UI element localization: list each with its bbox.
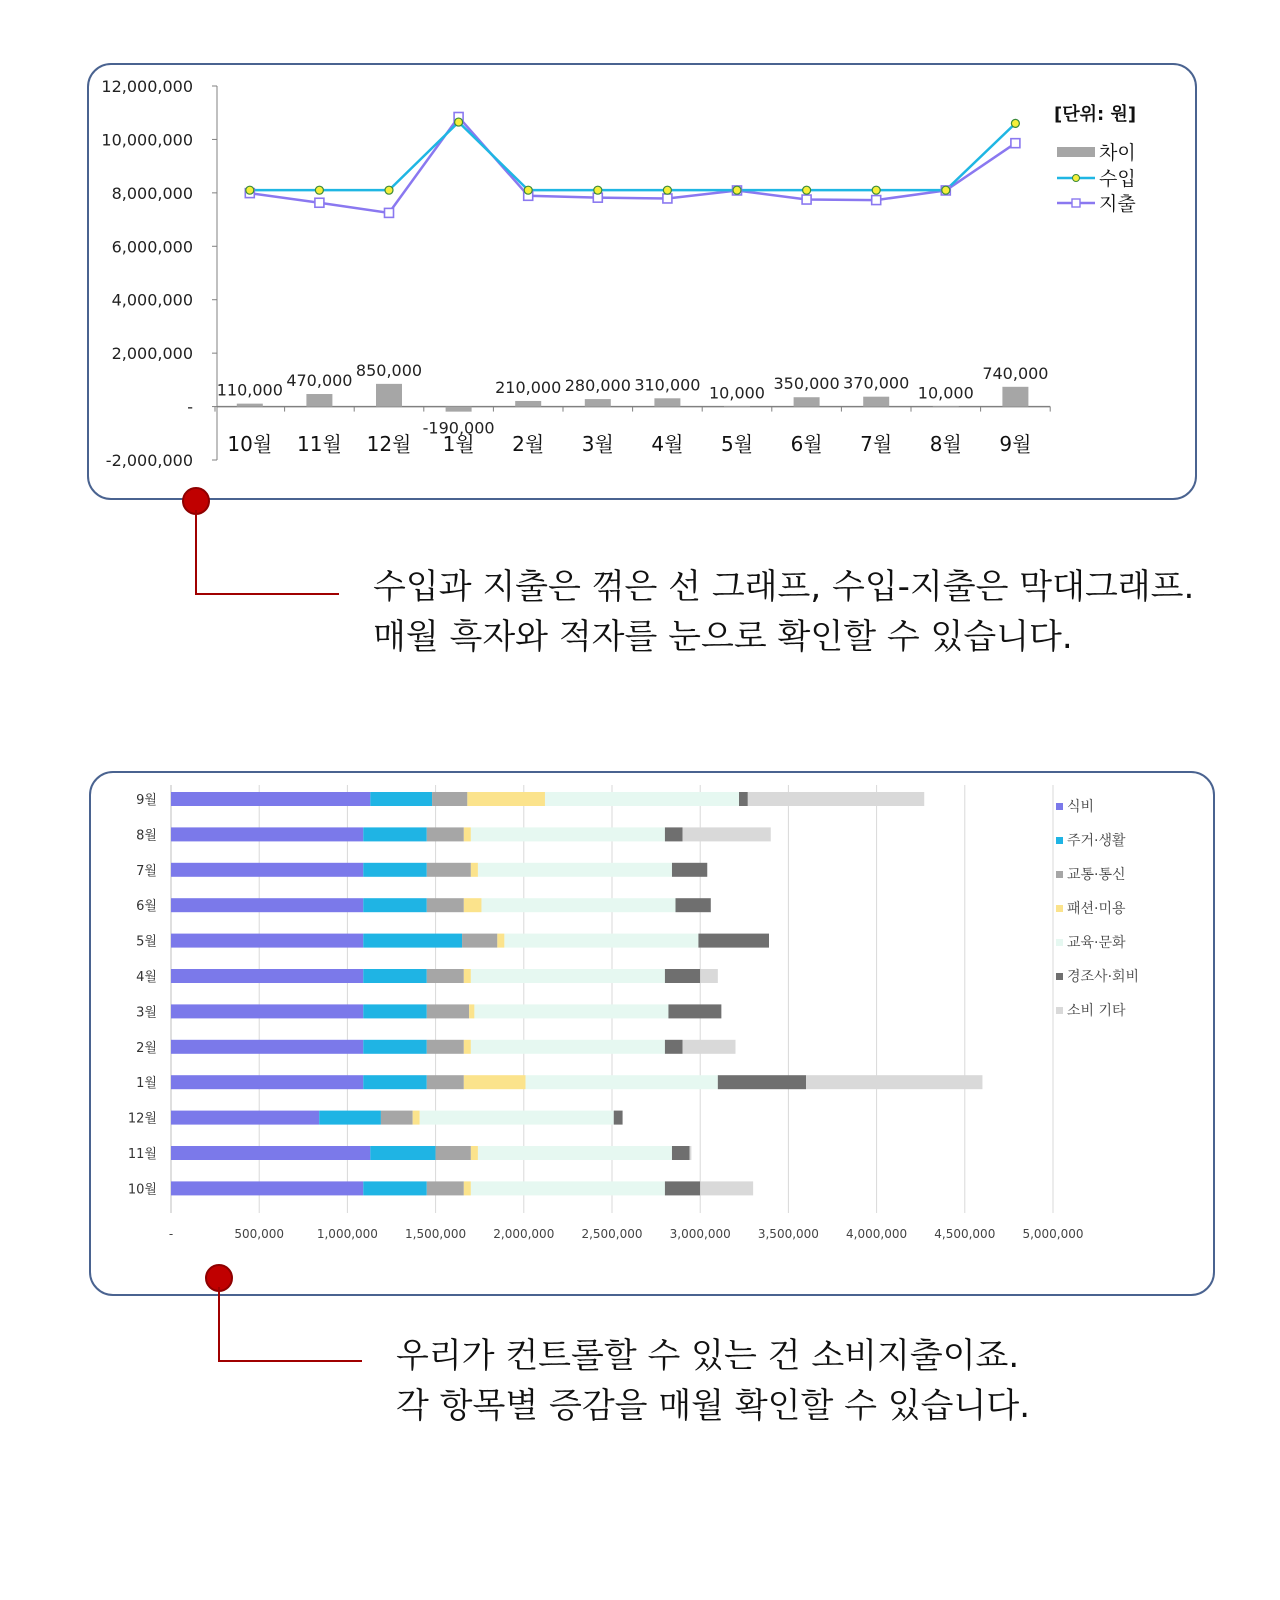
stacked-bar-segment: [478, 863, 672, 877]
stacked-bar-segment: [467, 792, 545, 806]
income-expense-chart-panel: [87, 63, 1197, 500]
stacked-bar-segment: [171, 1146, 370, 1160]
income-point: [455, 118, 463, 126]
x-tick-label: 3,500,000: [757, 1227, 819, 1241]
stacked-bar-segment: [718, 1075, 806, 1089]
legend-label: 주거·생활: [1067, 833, 1126, 849]
y-category-label: 10월: [127, 1182, 157, 1198]
stacked-bar-segment: [370, 792, 432, 806]
y-category-label: 2월: [136, 1040, 157, 1056]
stacked-bar-segment: [497, 934, 504, 948]
difference-bar: [794, 397, 820, 406]
stacked-bar-segment: [665, 1040, 683, 1054]
x-category-label: 5월: [720, 432, 754, 456]
stacked-bar-segment: [614, 1111, 623, 1125]
difference-bar: [515, 401, 541, 407]
difference-data-label: 10,000: [709, 383, 765, 403]
difference-bar: [724, 406, 750, 407]
x-tick-label: 1,500,000: [405, 1227, 467, 1241]
stacked-bar-segment: [171, 1181, 363, 1195]
legend-swatch: [1056, 1007, 1063, 1014]
legend-label-difference: 차이: [1099, 142, 1136, 164]
annotation-connector-2: [218, 1287, 220, 1362]
x-category-label: 4월: [651, 432, 684, 456]
expense-point: [315, 198, 324, 207]
stacked-bar-segment: [171, 1111, 319, 1125]
income-point: [315, 186, 323, 194]
x-tick-label: 500,000: [234, 1227, 285, 1241]
y-tick-label: 10,000,000: [101, 130, 193, 150]
legend-swatch: [1056, 939, 1063, 946]
stacked-bar-segment: [471, 1181, 665, 1195]
caption-line-2: 매월 흑자와 적자를 눈으로 확인할 수 있습니다.: [373, 617, 1073, 657]
y-category-label: 4월: [136, 970, 157, 985]
difference-bar: [446, 407, 472, 412]
difference-bar: [376, 384, 402, 407]
expense-point: [385, 208, 394, 217]
y-tick-label: -: [187, 397, 193, 417]
legend-swatch: [1056, 837, 1063, 844]
stacked-bar-segment: [665, 827, 683, 841]
stacked-bar-segment: [363, 1075, 427, 1089]
stacked-bar-segment: [474, 1004, 668, 1018]
y-category-label: 1월: [136, 1076, 157, 1092]
y-tick-label: 12,000,000: [101, 77, 193, 96]
difference-bar: [1002, 387, 1028, 407]
annotation-connector-1-horizontal: [195, 593, 339, 595]
stacked-bar-segment: [413, 1111, 420, 1125]
legend-swatch-difference: [1057, 147, 1095, 157]
difference-bar: [863, 397, 889, 407]
stacked-bar-segment: [478, 1146, 672, 1160]
difference-data-label: 310,000: [634, 375, 701, 395]
difference-data-label: 10,000: [917, 383, 974, 403]
income-line: [250, 122, 1016, 190]
spending-stacked-bar-chart: [91, 773, 1213, 1294]
x-tick-label: -: [168, 1227, 174, 1241]
caption-bar-chart: [396, 1331, 1030, 1431]
x-tick-label: 2,000,000: [493, 1227, 555, 1241]
annotation-connector-2-horizontal: [218, 1360, 362, 1362]
stacked-bar-segment: [464, 1040, 471, 1054]
stacked-bar-segment: [683, 827, 771, 841]
stacked-bar-segment: [462, 934, 497, 948]
legend-swatch: [1056, 973, 1063, 980]
stacked-bar-segment: [748, 792, 924, 806]
stacked-bar-segment: [672, 1146, 690, 1160]
y-tick-label: 4,000,000: [111, 290, 193, 310]
stacked-bar-segment: [545, 792, 739, 806]
stacked-bar-segment: [171, 934, 363, 948]
income-point: [872, 186, 880, 194]
difference-data-label: 470,000: [286, 371, 353, 391]
stacked-bar-segment: [363, 863, 427, 877]
income-point: [942, 186, 950, 194]
difference-data-label: 350,000: [773, 374, 840, 394]
stacked-bar-segment: [171, 1004, 363, 1018]
legend-label-income: 수입: [1099, 168, 1136, 190]
y-category-label: 7월: [136, 863, 157, 879]
difference-data-label: 110,000: [216, 380, 283, 400]
stacked-bar-segment: [526, 1075, 718, 1089]
y-category-label: 11월: [127, 1147, 157, 1162]
stacked-bar-segment: [171, 969, 363, 983]
legend-label: 식비: [1067, 799, 1095, 815]
stacked-bar-segment: [471, 827, 665, 841]
stacked-bar-segment: [464, 1181, 471, 1195]
difference-data-label: 850,000: [355, 360, 423, 380]
difference-data-label: -190,000: [422, 418, 495, 438]
x-category-label: 10월: [227, 432, 273, 456]
stacked-bar-segment: [436, 1146, 471, 1160]
caption-line-3: 우리가 컨트롤할 수 있는 건 소비지출이죠.: [396, 1336, 1020, 1376]
stacked-bar-segment: [420, 1111, 614, 1125]
x-tick-label: 2,500,000: [581, 1227, 643, 1241]
stacked-bar-segment: [381, 1111, 413, 1125]
x-tick-label: 4,000,000: [846, 1227, 908, 1241]
stacked-bar-segment: [171, 898, 363, 912]
legend-label: 교통·통신: [1067, 867, 1126, 883]
expense-point: [872, 196, 881, 205]
legend-swatch: [1056, 803, 1063, 810]
stacked-bar-segment: [698, 934, 769, 948]
stacked-bar-segment: [171, 863, 363, 877]
income-expense-chart: [89, 65, 1195, 498]
difference-bar: [654, 398, 680, 406]
difference-bar: [237, 404, 263, 407]
legend-swatch: [1056, 871, 1063, 878]
stacked-bar-segment: [427, 898, 464, 912]
difference-bar: [585, 399, 611, 406]
stacked-bar-segment: [171, 827, 363, 841]
x-tick-label: 5,000,000: [1022, 1227, 1084, 1241]
stacked-bar-segment: [504, 934, 698, 948]
x-tick-label: 3,000,000: [669, 1227, 731, 1241]
stacked-bar-segment: [481, 898, 675, 912]
y-category-label: 6월: [136, 899, 157, 915]
expense-point: [802, 195, 811, 204]
income-point: [385, 186, 393, 194]
caption-line-4: 각 항목별 증감을 매월 확인할 수 있습니다.: [396, 1386, 1030, 1426]
expense-point: [663, 194, 672, 203]
expense-point: [1011, 139, 1020, 148]
legend-marker-expense: [1072, 199, 1080, 207]
legend-label: 경조사·회비: [1067, 969, 1140, 985]
stacked-bar-segment: [363, 898, 427, 912]
stacked-bar-segment: [319, 1111, 381, 1125]
stacked-bar-segment: [464, 827, 471, 841]
stacked-bar-segment: [683, 1040, 736, 1054]
income-point: [246, 186, 254, 194]
stacked-bar-segment: [676, 898, 711, 912]
difference-data-label: 740,000: [982, 363, 1049, 383]
income-point: [594, 186, 602, 194]
y-category-label: 5월: [136, 934, 157, 950]
stacked-bar-segment: [471, 1040, 665, 1054]
stacked-bar-segment: [427, 1004, 469, 1018]
legend-marker-income: [1073, 175, 1080, 182]
stacked-bar-segment: [427, 863, 471, 877]
stacked-bar-segment: [464, 1075, 526, 1089]
difference-data-label: 210,000: [495, 377, 562, 397]
income-point: [524, 186, 532, 194]
x-category-label: 3월: [581, 432, 614, 456]
stacked-bar-segment: [432, 792, 467, 806]
stacked-bar-segment: [464, 969, 471, 983]
stacked-bar-segment: [363, 827, 427, 841]
stacked-bar-segment: [363, 1181, 427, 1195]
stacked-bar-segment: [700, 969, 718, 983]
stacked-bar-segment: [806, 1075, 982, 1089]
stacked-bar-segment: [171, 792, 370, 806]
y-category-label: 3월: [136, 1005, 157, 1021]
x-tick-label: 4,500,000: [934, 1227, 996, 1241]
x-tick-label: 1,000,000: [316, 1227, 378, 1241]
stacked-bar-segment: [427, 1040, 464, 1054]
stacked-bar-segment: [370, 1146, 435, 1160]
stacked-bar-segment: [363, 934, 462, 948]
stacked-bar-segment: [171, 1040, 363, 1054]
legend-swatch: [1056, 905, 1063, 912]
stacked-bar-segment: [665, 1181, 700, 1195]
difference-data-label: 280,000: [564, 376, 631, 396]
stacked-bar-segment: [700, 1181, 753, 1195]
stacked-bar-segment: [427, 969, 464, 983]
stacked-bar-segment: [690, 1146, 692, 1160]
difference-bar: [306, 394, 332, 407]
y-tick-label: -2,000,000: [105, 451, 193, 470]
y-tick-label: 8,000,000: [111, 183, 193, 203]
legend-label-expense: 지출: [1099, 193, 1136, 215]
annotation-connector-1: [195, 510, 197, 595]
income-point: [663, 186, 671, 194]
x-category-label: 7월: [860, 432, 893, 456]
y-tick-label: 6,000,000: [111, 237, 193, 257]
stacked-bar-segment: [471, 1146, 478, 1160]
caption-line-chart: [373, 562, 1194, 662]
x-category-label: 9월: [999, 432, 1032, 456]
stacked-bar-segment: [427, 827, 464, 841]
x-category-label: 8월: [929, 432, 962, 456]
stacked-bar-segment: [672, 863, 707, 877]
y-category-label: 8월: [136, 828, 157, 844]
income-point: [803, 186, 811, 194]
y-category-label: 9월: [136, 793, 157, 808]
x-category-label: 11월: [297, 432, 342, 456]
stacked-bar-segment: [471, 969, 665, 983]
unit-label: [단위: 원]: [1054, 104, 1137, 125]
expense-line: [250, 117, 1016, 213]
difference-data-label: 370,000: [843, 373, 910, 393]
stacked-bar-segment: [363, 1004, 427, 1018]
stacked-bar-segment: [427, 1075, 464, 1089]
stacked-bar-segment: [363, 969, 427, 983]
stacked-bar-segment: [427, 1181, 464, 1195]
stacked-bar-segment: [363, 1040, 427, 1054]
stacked-bar-segment: [469, 1004, 474, 1018]
difference-bar: [933, 406, 959, 407]
stacked-bar-segment: [464, 898, 482, 912]
stacked-bar-segment: [739, 792, 748, 806]
x-category-label: 12월: [366, 432, 412, 456]
stacked-bar-segment: [668, 1004, 721, 1018]
legend-label: 소비 기타: [1067, 1003, 1126, 1019]
x-category-label: 2월: [512, 432, 545, 456]
income-point: [1011, 119, 1019, 127]
stacked-bar-segment: [171, 1075, 363, 1089]
x-category-label: 6월: [790, 432, 823, 456]
x-category-label: 1월: [442, 432, 475, 456]
income-point: [733, 186, 741, 194]
spending-chart-panel: [89, 771, 1215, 1296]
legend-label: 패션·미용: [1067, 901, 1126, 917]
y-tick-label: 2,000,000: [111, 344, 193, 364]
legend-label: 교육·문화: [1067, 935, 1126, 951]
stacked-bar-segment: [665, 969, 700, 983]
y-category-label: 12월: [127, 1111, 157, 1127]
stacked-bar-segment: [471, 863, 478, 877]
caption-line-1: 수입과 지출은 꺾은 선 그래프, 수입-지출은 막대그래프.: [373, 567, 1195, 607]
